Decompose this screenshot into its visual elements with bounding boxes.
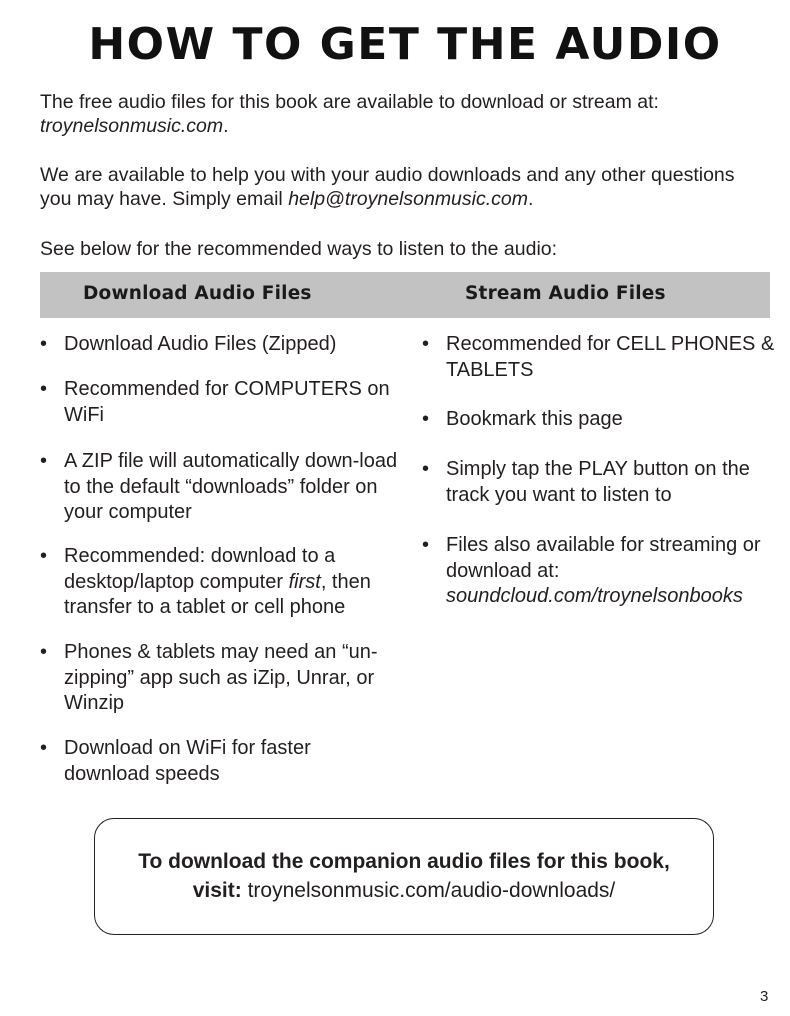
column-header-bar: [40, 272, 770, 318]
bullet-text: Files also available for streaming or download at:: [446, 534, 761, 582]
list-item: [40, 377, 400, 428]
bullet-icon: •: [422, 408, 430, 430]
bullet-text: Recommended for CELL PHONES & TABLETS: [446, 333, 775, 381]
bullet-text: A ZIP file will automatically down-load to the default “downloads” folder on your computer: [64, 450, 398, 523]
bullet-icon: •: [422, 458, 430, 480]
bullet-text: [64, 545, 371, 618]
callout-heading: To download the companion audio files for this book,: [138, 850, 670, 873]
callout-line-2: [95, 876, 713, 906]
bullet-text: Recommended for COMPUTERS on WiFi: [64, 378, 390, 426]
list-item: [422, 533, 781, 610]
page-number: 3: [760, 988, 769, 1005]
intro-period-2: .: [528, 188, 534, 210]
bullet-text: Bookmark this page: [446, 408, 623, 430]
page-title: HOW TO GET THE AUDIO: [88, 19, 722, 70]
bullet-text: Download Audio Files (Zipped): [64, 333, 337, 355]
bullet-text: Phones & tablets may need an “un-zipping” app such as iZip, Unrar, or Winzip: [64, 641, 378, 714]
bullet-icon: •: [40, 545, 48, 567]
list-item: [40, 544, 400, 621]
stream-column-header: Stream Audio Files: [465, 283, 666, 304]
download-column-header: Download Audio Files: [83, 283, 312, 304]
bullet-text-end: , then transfer to a tablet or cell phone: [64, 570, 371, 618]
soundcloud-link[interactable]: soundcloud.com/troynelsonbooks: [446, 585, 743, 607]
bullet-text: Download on WiFi for faster download speeds: [64, 737, 311, 785]
intro-period-1: .: [223, 115, 229, 137]
list-item: [422, 332, 781, 383]
website-link[interactable]: troynelsonmusic.com: [40, 115, 224, 137]
help-email-link[interactable]: help@troynelsonmusic.com: [288, 188, 528, 210]
intro-paragraph-3: See below for the recommended ways to listen to the audio:: [40, 238, 558, 260]
callout-line-1: [95, 847, 713, 877]
intro-text-1: The free audio files for this book are available to download or stream at:: [40, 91, 659, 113]
bullet-text-start: Recommended: download to a desktop/laptop computer: [64, 545, 336, 593]
list-item: [40, 736, 400, 787]
intro-paragraph-1: [40, 90, 770, 138]
bullet-icon: •: [422, 534, 430, 556]
list-item: [40, 332, 400, 358]
bullet-icon: •: [40, 333, 48, 355]
bullet-text: Simply tap the PLAY button on the track you want to listen to: [446, 458, 750, 506]
intro-text-2: We are available to help you with your audio downloads and any other questions you may have. Simply email: [40, 164, 735, 210]
list-item: [40, 640, 400, 717]
list-item: [422, 407, 781, 433]
intro-paragraph-2: [40, 163, 770, 211]
bullet-icon: •: [40, 641, 48, 663]
bullet-icon: •: [422, 333, 430, 355]
bullet-icon: •: [40, 450, 48, 472]
list-item: [40, 449, 400, 526]
audio-downloads-link[interactable]: troynelsonmusic.com/audio-downloads/: [247, 879, 616, 902]
callout-visit-label: visit:: [192, 879, 242, 902]
bullet-icon: •: [40, 737, 48, 759]
bullet-icon: •: [40, 378, 48, 400]
bullet-text-emphasis: first: [288, 570, 321, 593]
list-item: [422, 457, 781, 508]
download-callout-box: [94, 818, 714, 935]
